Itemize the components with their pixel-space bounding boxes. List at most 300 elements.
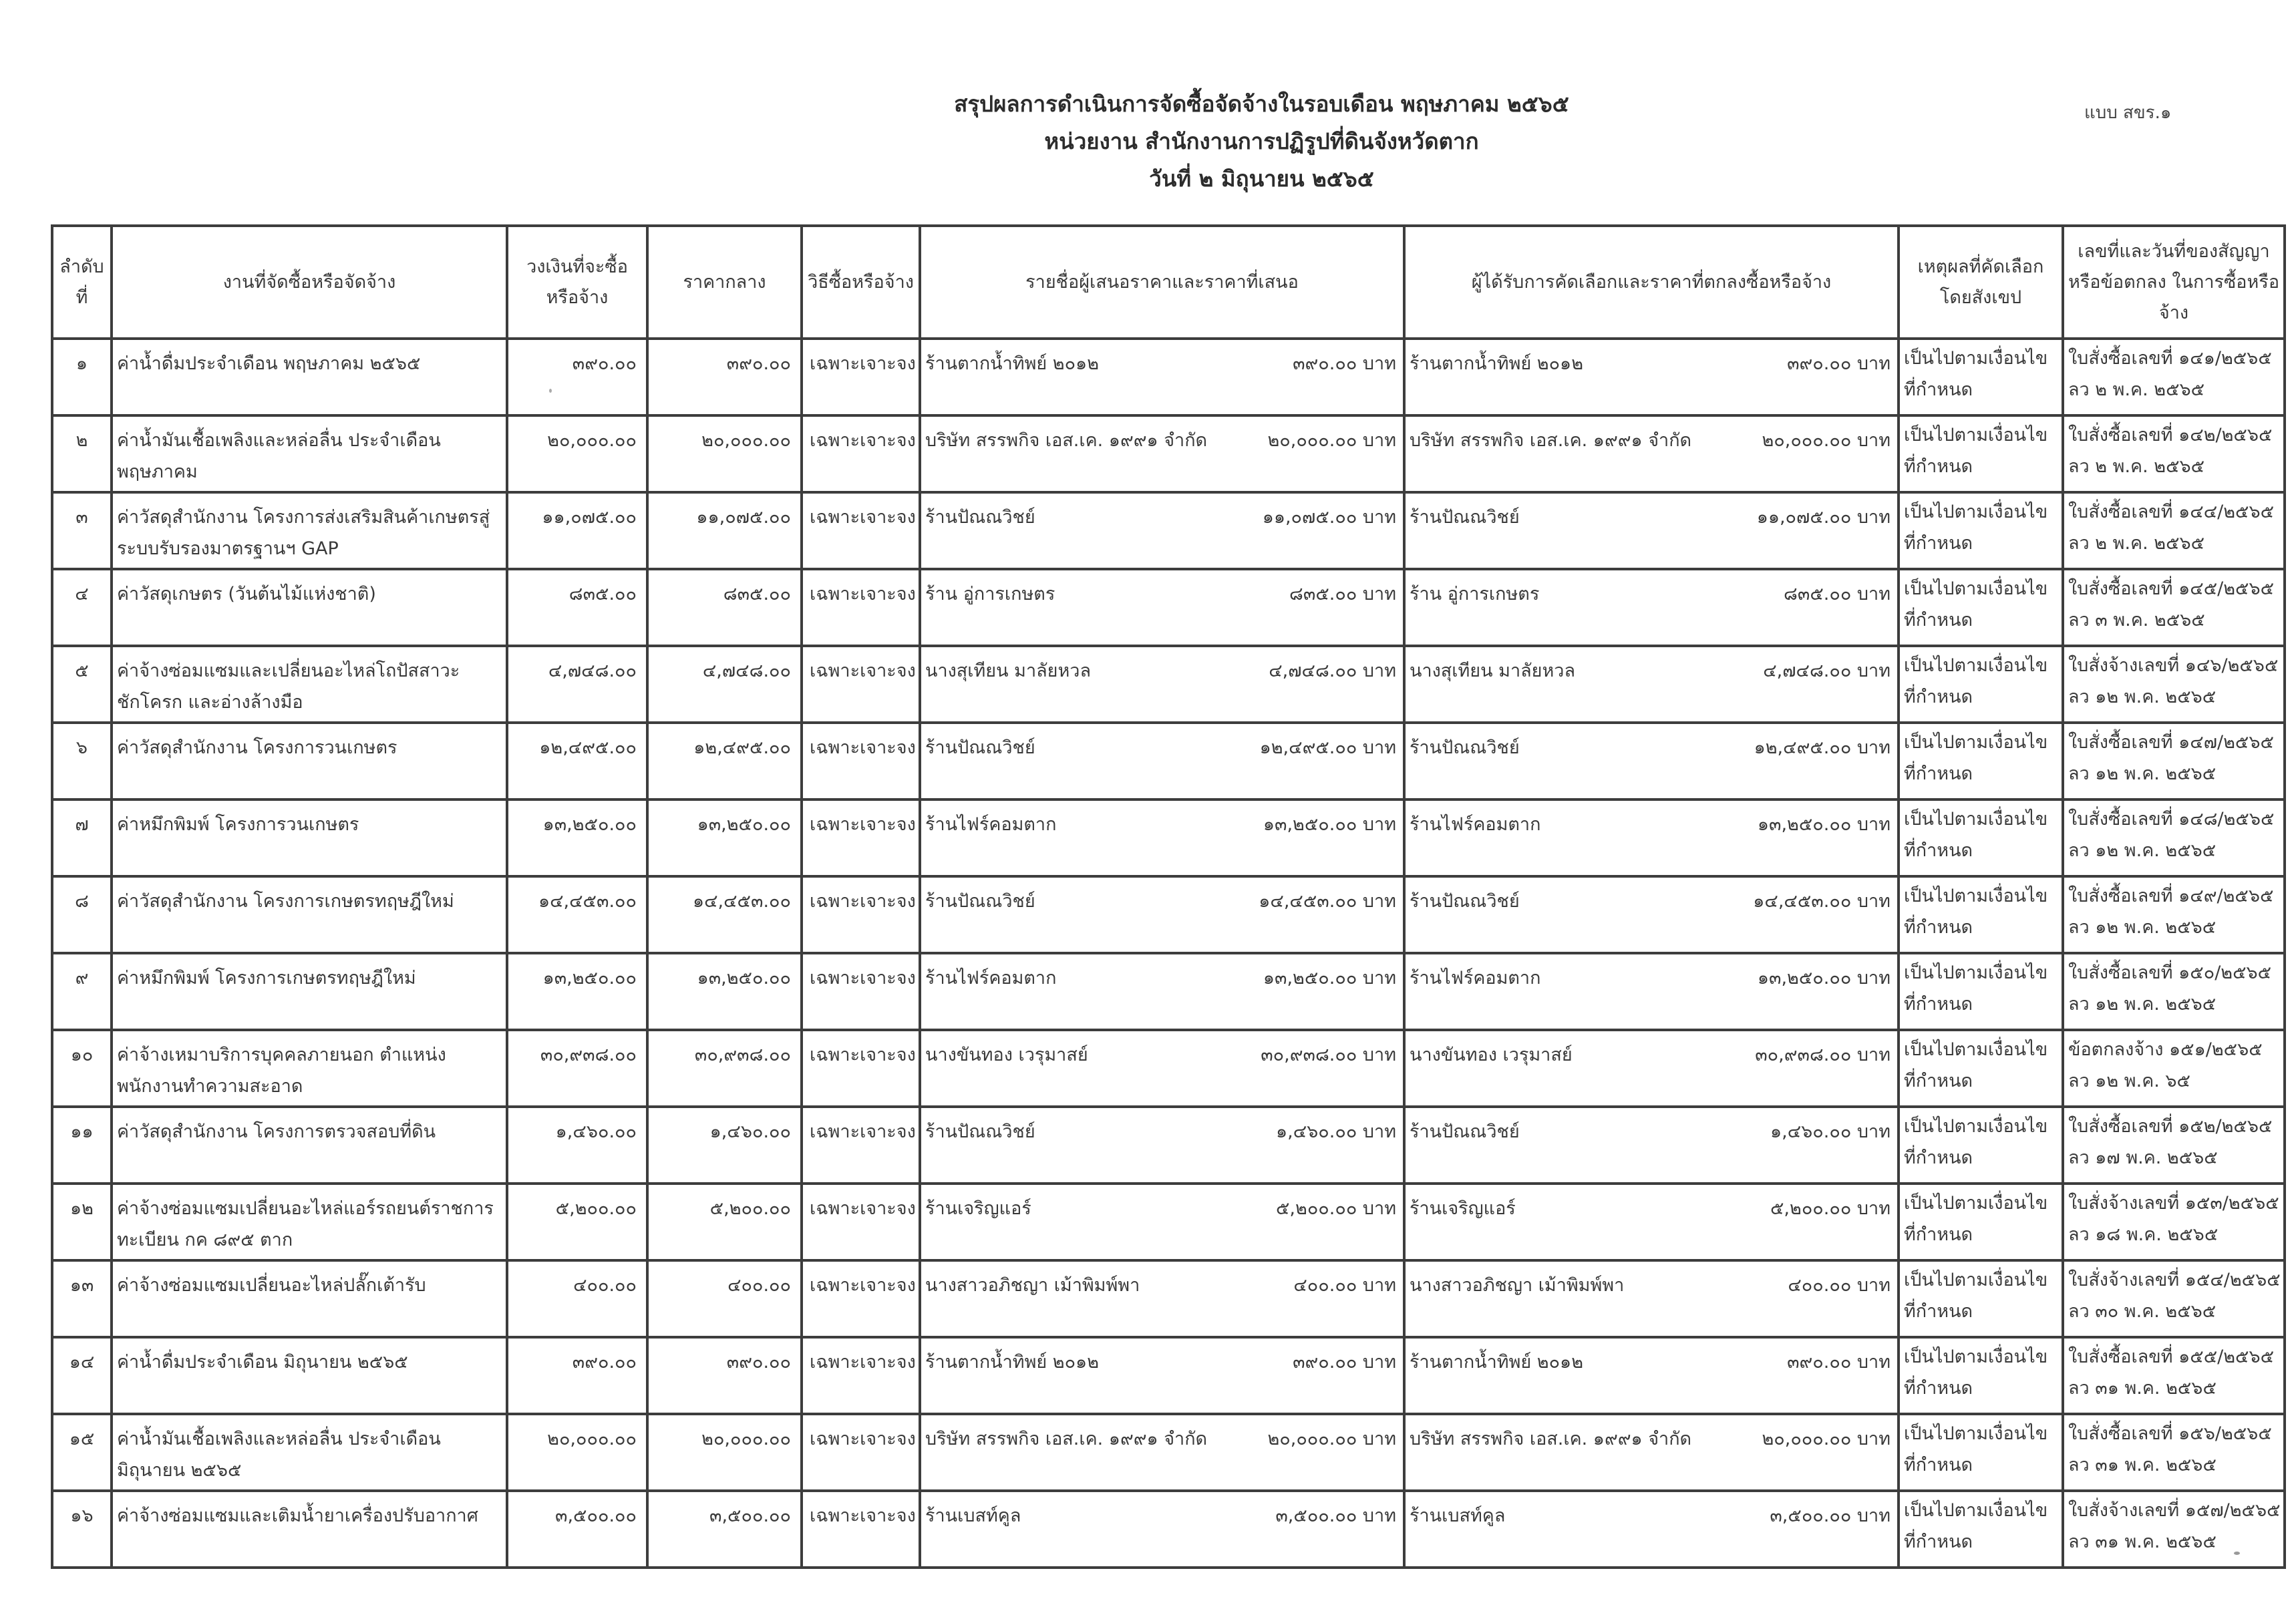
bidder-price: ๓๙๐.๐๐ บาท: [1293, 353, 1396, 374]
cell-winner: [1404, 953, 1899, 1030]
cell-winner: [1404, 1491, 1899, 1568]
cell-winner-content: [1410, 502, 1891, 533]
cell-no: ๕: [52, 646, 112, 723]
cell-budget: ๕,๒๐๐.๐๐: [507, 1184, 647, 1260]
winner-name: ร้านปัณณวิชย์: [1410, 507, 1520, 528]
cell-winner: [1404, 876, 1899, 953]
table-row: [52, 1030, 2285, 1107]
winner-name: นางสาวอภิชญา เม้าพิมพ์พา: [1410, 1275, 1625, 1296]
table-row: [52, 1337, 2285, 1414]
bidder-name: ร้านตากน้ำทิพย์ ๒๐๑๒: [925, 1352, 1099, 1373]
cell-bidder-content: [925, 1193, 1396, 1224]
cell-winner-content: [1410, 962, 1891, 994]
cell-bidder-content: [925, 1423, 1396, 1455]
cell-median-price: ๑๓,๒๕๐.๐๐: [647, 799, 802, 876]
cell-no: ๗: [52, 799, 112, 876]
document-header: [0, 85, 2296, 198]
cell-winner-content: [1410, 1039, 1891, 1071]
bidder-name: บริษัท สรรพกิจ เอส.เค. ๑๙๙๑ จำกัด: [925, 430, 1208, 451]
cell-bidder: [920, 1414, 1404, 1491]
cell-method: เฉพาะเจาะจง: [802, 415, 920, 492]
cell-work: ค่าหมึกพิมพ์ โครงการเกษตรทฤษฎีใหม่: [112, 953, 507, 1030]
bidder-price: ๔,๗๔๘.๐๐ บาท: [1269, 661, 1396, 681]
cell-winner: [1404, 1337, 1899, 1414]
winner-name: ร้านตากน้ำทิพย์ ๒๐๑๒: [1410, 1352, 1583, 1373]
contract-number: ใบสั่งจ้างเลขที่ ๑๕๓/๒๕๖๕: [2068, 1193, 2279, 1214]
cell-bidder: [920, 1491, 1404, 1568]
cell-budget: ๓๙๐.๐๐: [507, 1337, 647, 1414]
cell-method: เฉพาะเจาะจง: [802, 1030, 920, 1107]
winner-price: ๓๐,๙๓๘.๐๐ บาท: [1755, 1045, 1891, 1065]
winner-name: ร้านปัณณวิชย์: [1410, 737, 1520, 758]
cell-contract: [2063, 799, 2285, 876]
cell-median-price: ๒๐,๐๐๐.๐๐: [647, 1414, 802, 1491]
cell-work: ค่าน้ำดื่มประจำเดือน มิถุนายน ๒๕๖๕: [112, 1337, 507, 1414]
cell-contract: [2063, 1414, 2285, 1491]
cell-winner-content: [1410, 732, 1891, 763]
contract-date: ลว ๒ พ.ค. ๒๕๖๕: [2068, 533, 2205, 554]
table-row: [52, 723, 2285, 799]
winner-name: บริษัท สรรพกิจ เอส.เค. ๑๙๙๑ จำกัด: [1410, 430, 1692, 451]
bidder-name: นางขันทอง เวรุมาสย์: [925, 1045, 1088, 1065]
contract-date: ลว ๑๘ พ.ค. ๒๕๖๕: [2068, 1224, 2219, 1245]
winner-name: ร้านปัณณวิชย์: [1410, 1121, 1520, 1142]
winner-name: ร้าน อู่การเกษตร: [1410, 584, 1540, 604]
table-row: [52, 569, 2285, 646]
table-row: [52, 1107, 2285, 1184]
cell-contract: [2063, 1260, 2285, 1337]
winner-price: ๑๓,๒๕๐.๐๐ บาท: [1757, 968, 1891, 989]
cell-budget: ๑๑,๐๗๕.๐๐: [507, 492, 647, 569]
cell-work: ค่าน้ำมันเชื้อเพลิงและหล่อลื่น ประจำเดือน มิถุนายน ๒๕๖๕: [112, 1414, 507, 1491]
bidder-name: ร้านตากน้ำทิพย์ ๒๐๑๒: [925, 353, 1099, 374]
contract-number: ใบสั่งซื้อเลขที่ ๑๔๕/๒๕๖๕: [2068, 578, 2275, 599]
contract-number: ใบสั่งซื้อเลขที่ ๑๔๗/๒๕๖๕: [2068, 732, 2274, 753]
cell-bidder: [920, 723, 1404, 799]
winner-name: นางขันทอง เวรุมาสย์: [1410, 1045, 1573, 1065]
winner-price: ๑๑,๐๗๕.๐๐ บาท: [1756, 507, 1891, 528]
cell-bidder-content: [925, 425, 1396, 456]
bidder-name: ร้านปัณณวิชย์: [925, 737, 1035, 758]
cell-reason: เป็นไปตามเงื่อนไข ที่กำหนด: [1899, 1337, 2063, 1414]
cell-contract: [2063, 415, 2285, 492]
winner-name: ร้านเจริญแอร์: [1410, 1198, 1516, 1219]
procurement-table: [51, 224, 2286, 1569]
cell-winner: [1404, 1414, 1899, 1491]
form-code: แบบ สขร.๑: [2084, 103, 2172, 123]
cell-work: ค่าจ้างซ่อมแซมและเติมน้ำยาเครื่องปรับอากาศ: [112, 1491, 507, 1568]
contract-number: ใบสั่งซื้อเลขที่ ๑๕๒/๒๕๖๕: [2068, 1116, 2273, 1137]
cell-bidder: [920, 1184, 1404, 1260]
cell-no: ๖: [52, 723, 112, 799]
cell-median-price: ๘๓๕.๐๐: [647, 569, 802, 646]
cell-work: ค่าวัสดุสำนักงาน โครงการส่งเสริมสินค้าเกษตรสู่ระบบรับรองมาตรฐานฯ GAP: [112, 492, 507, 569]
bidder-price: ๑๑,๐๗๕.๐๐ บาท: [1262, 507, 1396, 528]
cell-contract: [2063, 646, 2285, 723]
winner-price: ๑๓,๒๕๐.๐๐ บาท: [1757, 814, 1891, 835]
cell-budget: ๑๒,๔๙๕.๐๐: [507, 723, 647, 799]
bidder-price: ๑,๔๖๐.๐๐ บาท: [1276, 1121, 1396, 1142]
cell-no: ๑๕: [52, 1414, 112, 1491]
cell-winner-content: [1410, 1270, 1891, 1301]
cell-median-price: ๑,๔๖๐.๐๐: [647, 1107, 802, 1184]
contract-date: ลว ๓๐ พ.ค. ๒๕๖๕: [2068, 1301, 2217, 1322]
cell-winner: [1404, 415, 1899, 492]
cell-winner-content: [1410, 1423, 1891, 1455]
cell-bidder-content: [925, 962, 1396, 994]
cell-winner-content: [1410, 886, 1891, 917]
cell-contract: [2063, 492, 2285, 569]
cell-bidder: [920, 569, 1404, 646]
cell-bidder-content: [925, 886, 1396, 917]
cell-no: ๑๑: [52, 1107, 112, 1184]
bidder-name: ร้าน อู่การเกษตร: [925, 584, 1055, 604]
cell-median-price: ๓๐,๙๓๘.๐๐: [647, 1030, 802, 1107]
cell-bidder-content: [925, 809, 1396, 840]
cell-median-price: ๓,๕๐๐.๐๐: [647, 1491, 802, 1568]
cell-bidder: [920, 646, 1404, 723]
winner-price: ๒๐,๐๐๐.๐๐ บาท: [1762, 1429, 1891, 1449]
bidder-price: ๒๐,๐๐๐.๐๐ บาท: [1267, 1429, 1396, 1449]
cell-contract: [2063, 1107, 2285, 1184]
cell-median-price: ๑๑,๐๗๕.๐๐: [647, 492, 802, 569]
cell-method: เฉพาะเจาะจง: [802, 799, 920, 876]
cell-reason: เป็นไปตามเงื่อนไข ที่กำหนด: [1899, 1107, 2063, 1184]
cell-median-price: ๔,๗๔๘.๐๐: [647, 646, 802, 723]
cell-no: ๒: [52, 415, 112, 492]
cell-reason: เป็นไปตามเงื่อนไข ที่กำหนด: [1899, 415, 2063, 492]
cell-median-price: ๔๐๐.๐๐: [647, 1260, 802, 1337]
cell-budget: ๑๔,๔๕๓.๐๐: [507, 876, 647, 953]
bidder-name: ร้านปัณณวิชย์: [925, 1121, 1035, 1142]
cell-winner: [1404, 723, 1899, 799]
cell-bidder: [920, 1260, 1404, 1337]
bidder-price: ๕,๒๐๐.๐๐ บาท: [1276, 1198, 1396, 1219]
contract-number: ใบสั่งซื้อเลขที่ ๑๕๖/๒๕๖๕: [2068, 1423, 2272, 1444]
table-row: [52, 415, 2285, 492]
cell-winner-content: [1410, 425, 1891, 456]
cell-winner-content: [1410, 809, 1891, 840]
contract-date: ลว ๓๑ พ.ค. ๒๕๖๕: [2068, 1532, 2217, 1552]
table-row: [52, 1184, 2285, 1260]
cell-bidder: [920, 953, 1404, 1030]
contract-number: ข้อตกลงจ้าง ๑๕๑/๒๕๖๕: [2068, 1039, 2263, 1060]
cell-work: ค่าจ้างซ่อมแซมเปลี่ยนอะไหล่ปลั๊กเต้ารับ: [112, 1260, 507, 1337]
cell-median-price: ๓๙๐.๐๐: [647, 1337, 802, 1414]
cell-bidder-content: [925, 1270, 1396, 1301]
bidder-price: ๔๐๐.๐๐ บาท: [1293, 1275, 1396, 1296]
col-header-method: วิธีซื้อหรือจ้าง: [802, 226, 920, 339]
winner-name: ร้านไฟร์คอมตาก: [1410, 968, 1541, 989]
col-header-work: งานที่จัดซื้อหรือจัดจ้าง: [112, 226, 507, 339]
bidder-name: ร้านไฟร์คอมตาก: [925, 814, 1057, 835]
cell-method: เฉพาะเจาะจง: [802, 1184, 920, 1260]
cell-median-price: ๑๓,๒๕๐.๐๐: [647, 953, 802, 1030]
winner-price: ๓๙๐.๐๐ บาท: [1787, 1352, 1891, 1373]
cell-bidder: [920, 799, 1404, 876]
cell-contract: [2063, 876, 2285, 953]
bidder-price: ๑๔,๔๕๓.๐๐ บาท: [1259, 891, 1396, 912]
col-header-contract: เลขที่และวันที่ของสัญญา หรือข้อตกลง ในการซื้อหรือจ้าง: [2063, 226, 2285, 339]
cell-bidder-content: [925, 348, 1396, 379]
winner-price: ๑๔,๔๕๓.๐๐ บาท: [1753, 891, 1891, 912]
cell-budget: ๘๓๕.๐๐: [507, 569, 647, 646]
bidder-name: นางสาวอภิชญา เม้าพิมพ์พา: [925, 1275, 1140, 1296]
cell-bidder: [920, 1337, 1404, 1414]
contract-date: ลว ๑๒ พ.ค. ๒๕๖๕: [2068, 840, 2217, 861]
cell-winner-content: [1410, 1116, 1891, 1147]
contract-number: ใบสั่งซื้อเลขที่ ๑๔๒/๒๕๖๕: [2068, 425, 2273, 445]
col-header-no: ลำดับ ที่: [52, 226, 112, 339]
bidder-price: ๑๒,๔๙๕.๐๐ บาท: [1259, 737, 1396, 758]
cell-bidder: [920, 1030, 1404, 1107]
cell-method: เฉพาะเจาะจง: [802, 1260, 920, 1337]
cell-contract: [2063, 1184, 2285, 1260]
winner-price: ๑๒,๔๙๕.๐๐ บาท: [1754, 737, 1891, 758]
winner-price: ๒๐,๐๐๐.๐๐ บาท: [1762, 430, 1891, 451]
winner-name: นางสุเทียน มาลัยหวล: [1410, 661, 1575, 681]
cell-winner-content: [1410, 1193, 1891, 1224]
contract-date: ลว ๑๒ พ.ค. ๒๕๖๕: [2068, 763, 2217, 784]
winner-price: ๓๙๐.๐๐ บาท: [1787, 353, 1891, 374]
contract-number: ใบสั่งจ้างเลขที่ ๑๕๔/๒๕๖๕: [2068, 1270, 2281, 1290]
contract-date: ลว ๑๒ พ.ค. ๖๕: [2068, 1071, 2190, 1091]
cell-bidder-content: [925, 1500, 1396, 1532]
cell-work: ค่าจ้างเหมาบริการบุคคลภายนอก ตำแหน่งพนักงานทำความสะอาด: [112, 1030, 507, 1107]
contract-date: ลว ๓๑ พ.ค. ๒๕๖๕: [2068, 1455, 2217, 1475]
table-row: [52, 953, 2285, 1030]
cell-winner: [1404, 1184, 1899, 1260]
cell-no: ๘: [52, 876, 112, 953]
cell-bidder: [920, 1107, 1404, 1184]
col-header-budget: วงเงินที่จะซื้อ หรือจ้าง: [507, 226, 647, 339]
bidder-price: ๓๐,๙๓๘.๐๐ บาท: [1261, 1045, 1396, 1065]
cell-bidder-content: [925, 1347, 1396, 1378]
col-header-reason: เหตุผลที่คัดเลือก โดยสังเขป: [1899, 226, 2063, 339]
cell-work: ค่าวัสดุสำนักงาน โครงการตรวจสอบที่ดิน: [112, 1107, 507, 1184]
cell-contract: [2063, 1030, 2285, 1107]
cell-no: ๑๖: [52, 1491, 112, 1568]
scan-speck: [549, 389, 552, 393]
cell-work: ค่าน้ำดื่มประจำเดือน พฤษภาคม ๒๕๖๕: [112, 339, 507, 415]
cell-winner-content: [1410, 578, 1891, 610]
cell-median-price: ๓๙๐.๐๐: [647, 339, 802, 415]
table-row: [52, 339, 2285, 415]
contract-date: ลว ๒ พ.ค. ๒๕๖๕: [2068, 456, 2205, 477]
cell-winner: [1404, 339, 1899, 415]
cell-budget: ๓๐,๙๓๘.๐๐: [507, 1030, 647, 1107]
cell-method: เฉพาะเจาะจง: [802, 723, 920, 799]
cell-bidder: [920, 415, 1404, 492]
winner-name: ร้านเบสท์คูล: [1410, 1505, 1506, 1526]
contract-date: ลว ๓๑ พ.ค. ๒๕๖๕: [2068, 1378, 2217, 1399]
cell-bidder: [920, 339, 1404, 415]
cell-work: ค่าน้ำมันเชื้อเพลิงและหล่อลื่น ประจำเดือน พฤษภาคม: [112, 415, 507, 492]
table-header-row: [52, 226, 2285, 339]
cell-method: เฉพาะเจาะจง: [802, 646, 920, 723]
cell-budget: ๓,๕๐๐.๐๐: [507, 1491, 647, 1568]
contract-date: ลว ๑๒ พ.ค. ๒๕๖๕: [2068, 917, 2217, 938]
agency-name: หน่วยงาน สำนักงานการปฏิรูปที่ดินจังหวัดตาก: [1044, 128, 1479, 154]
cell-contract: [2063, 1491, 2285, 1568]
contract-number: ใบสั่งซื้อเลขที่ ๑๔๘/๒๕๖๕: [2068, 809, 2275, 830]
contract-number: ใบสั่งจ้างเลขที่ ๑๕๗/๒๕๖๕: [2068, 1500, 2281, 1521]
cell-reason: เป็นไปตามเงื่อนไข ที่กำหนด: [1899, 799, 2063, 876]
bidder-name: ร้านเจริญแอร์: [925, 1198, 1031, 1219]
cell-no: ๑๔: [52, 1337, 112, 1414]
cell-median-price: ๒๐,๐๐๐.๐๐: [647, 415, 802, 492]
cell-method: เฉพาะเจาะจง: [802, 569, 920, 646]
cell-median-price: ๑๒,๔๙๕.๐๐: [647, 723, 802, 799]
cell-work: ค่าวัสดุสำนักงาน โครงการเกษตรทฤษฎีใหม่: [112, 876, 507, 953]
bidder-name: ร้านปัณณวิชย์: [925, 891, 1035, 912]
cell-contract: [2063, 1337, 2285, 1414]
table-row: [52, 646, 2285, 723]
cell-budget: ๑๓,๒๕๐.๐๐: [507, 799, 647, 876]
cell-no: ๓: [52, 492, 112, 569]
cell-winner: [1404, 1107, 1899, 1184]
cell-bidder-content: [925, 732, 1396, 763]
cell-bidder-content: [925, 502, 1396, 533]
cell-reason: เป็นไปตามเงื่อนไข ที่กำหนด: [1899, 953, 2063, 1030]
contract-number: ใบสั่งซื้อเลขที่ ๑๕๐/๒๕๖๕: [2068, 962, 2272, 983]
cell-budget: ๒๐,๐๐๐.๐๐: [507, 415, 647, 492]
cell-budget: ๔,๗๔๘.๐๐: [507, 646, 647, 723]
cell-contract: [2063, 339, 2285, 415]
cell-winner: [1404, 646, 1899, 723]
cell-no: ๑๐: [52, 1030, 112, 1107]
cell-method: เฉพาะเจาะจง: [802, 876, 920, 953]
cell-winner: [1404, 1260, 1899, 1337]
winner-price: ๕,๒๐๐.๐๐ บาท: [1770, 1198, 1891, 1219]
cell-work: ค่าจ้างซ่อมแซมและเปลี่ยนอะไหล่โถปัสสาวะ ชักโครก และอ่างล้างมือ: [112, 646, 507, 723]
bidder-name: บริษัท สรรพกิจ เอส.เค. ๑๙๙๑ จำกัด: [925, 1429, 1208, 1449]
cell-budget: ๒๐,๐๐๐.๐๐: [507, 1414, 647, 1491]
winner-price: ๔,๗๔๘.๐๐ บาท: [1763, 661, 1891, 681]
contract-date: ลว ๒ พ.ค. ๒๕๖๕: [2068, 379, 2205, 400]
cell-winner-content: [1410, 1500, 1891, 1532]
table-row: [52, 1260, 2285, 1337]
contract-date: ลว ๑๗ พ.ค. ๒๕๖๕: [2068, 1147, 2218, 1168]
bidder-price: ๒๐,๐๐๐.๐๐ บาท: [1267, 430, 1396, 451]
cell-contract: [2063, 723, 2285, 799]
cell-no: ๙: [52, 953, 112, 1030]
cell-reason: เป็นไปตามเงื่อนไข ที่กำหนด: [1899, 1414, 2063, 1491]
cell-method: เฉพาะเจาะจง: [802, 1107, 920, 1184]
cell-no: ๑: [52, 339, 112, 415]
bidder-price: ๑๓,๒๕๐.๐๐ บาท: [1263, 814, 1396, 835]
cell-reason: เป็นไปตามเงื่อนไข ที่กำหนด: [1899, 1491, 2063, 1568]
winner-name: ร้านปัณณวิชย์: [1410, 891, 1520, 912]
cell-work: ค่าวัสดุเกษตร (วันต้นไม้แห่งชาติ): [112, 569, 507, 646]
cell-reason: เป็นไปตามเงื่อนไข ที่กำหนด: [1899, 1030, 2063, 1107]
cell-contract: [2063, 569, 2285, 646]
winner-name: ร้านไฟร์คอมตาก: [1410, 814, 1541, 835]
bidder-name: ร้านปัณณวิชย์: [925, 507, 1035, 528]
cell-winner: [1404, 569, 1899, 646]
table-row: [52, 876, 2285, 953]
cell-winner-content: [1410, 348, 1891, 379]
cell-median-price: ๑๔,๔๕๓.๐๐: [647, 876, 802, 953]
contract-number: ใบสั่งซื้อเลขที่ ๑๔๔/๒๕๖๕: [2068, 502, 2275, 522]
contract-date: ลว ๓ พ.ค. ๒๕๖๕: [2068, 610, 2205, 631]
cell-winner: [1404, 1030, 1899, 1107]
cell-reason: เป็นไปตามเงื่อนไข ที่กำหนด: [1899, 492, 2063, 569]
cell-method: เฉพาะเจาะจง: [802, 953, 920, 1030]
cell-reason: เป็นไปตามเงื่อนไข ที่กำหนด: [1899, 339, 2063, 415]
document-title: สรุปผลการดำเนินการจัดซื้อจัดจ้างในรอบเดือน พฤษภาคม ๒๕๖๕: [954, 91, 1569, 117]
cell-reason: เป็นไปตามเงื่อนไข ที่กำหนด: [1899, 569, 2063, 646]
cell-bidder-content: [925, 1116, 1396, 1147]
cell-method: เฉพาะเจาะจง: [802, 1491, 920, 1568]
report-date: วันที่ ๒ มิถุนายน ๒๕๖๕: [1149, 166, 1374, 192]
cell-budget: ๑,๔๖๐.๐๐: [507, 1107, 647, 1184]
cell-bidder-content: [925, 1039, 1396, 1071]
cell-no: ๑๓: [52, 1260, 112, 1337]
cell-bidder: [920, 876, 1404, 953]
cell-work: ค่าจ้างซ่อมแซมเปลี่ยนอะไหล่แอร์รถยนต์ราชการ ทะเบียน กค ๘๙๕ ตาก: [112, 1184, 507, 1260]
winner-name: บริษัท สรรพกิจ เอส.เค. ๑๙๙๑ จำกัด: [1410, 1429, 1692, 1449]
bidder-price: ๘๓๕.๐๐ บาท: [1289, 584, 1396, 604]
cell-winner-content: [1410, 655, 1891, 687]
cell-reason: เป็นไปตามเงื่อนไข ที่กำหนด: [1899, 723, 2063, 799]
cell-bidder: [920, 492, 1404, 569]
cell-no: ๑๒: [52, 1184, 112, 1260]
cell-budget: ๔๐๐.๐๐: [507, 1260, 647, 1337]
cell-reason: เป็นไปตามเงื่อนไข ที่กำหนด: [1899, 646, 2063, 723]
table-row: [52, 1414, 2285, 1491]
col-header-bidders: รายชื่อผู้เสนอราคาและราคาที่เสนอ: [920, 226, 1404, 339]
cell-method: เฉพาะเจาะจง: [802, 492, 920, 569]
bidder-name: นางสุเทียน มาลัยหวล: [925, 661, 1091, 681]
cell-median-price: ๕,๒๐๐.๐๐: [647, 1184, 802, 1260]
cell-work: ค่าวัสดุสำนักงาน โครงการวนเกษตร: [112, 723, 507, 799]
contract-number: ใบสั่งจ้างเลขที่ ๑๔๖/๒๕๖๕: [2068, 655, 2279, 676]
winner-price: ๑,๔๖๐.๐๐ บาท: [1770, 1121, 1891, 1142]
scan-speck: [2234, 1552, 2240, 1555]
bidder-price: ๓,๕๐๐.๐๐ บาท: [1275, 1505, 1396, 1526]
cell-winner-content: [1410, 1347, 1891, 1378]
contract-number: ใบสั่งซื้อเลขที่ ๑๔๙/๒๕๖๕: [2068, 886, 2274, 906]
cell-method: เฉพาะเจาะจง: [802, 1414, 920, 1491]
cell-bidder-content: [925, 578, 1396, 610]
bidder-price: ๑๓,๒๕๐.๐๐ บาท: [1263, 968, 1396, 989]
contract-number: ใบสั่งซื้อเลขที่ ๑๕๕/๒๕๖๕: [2068, 1347, 2275, 1367]
cell-budget: ๑๓,๒๕๐.๐๐: [507, 953, 647, 1030]
col-header-median-price: ราคากลาง: [647, 226, 802, 339]
table-row: [52, 1491, 2285, 1568]
contract-date: ลว ๑๒ พ.ค. ๒๕๖๕: [2068, 994, 2217, 1015]
cell-work: ค่าหมึกพิมพ์ โครงการวนเกษตร: [112, 799, 507, 876]
cell-method: เฉพาะเจาะจง: [802, 339, 920, 415]
cell-winner: [1404, 492, 1899, 569]
col-header-winner: ผู้ได้รับการคัดเลือกและราคาที่ตกลงซื้อหรือจ้าง: [1404, 226, 1899, 339]
bidder-name: ร้านไฟร์คอมตาก: [925, 968, 1057, 989]
table-row: [52, 799, 2285, 876]
winner-price: ๓,๕๐๐.๐๐ บาท: [1770, 1505, 1891, 1526]
cell-method: เฉพาะเจาะจง: [802, 1337, 920, 1414]
cell-no: ๔: [52, 569, 112, 646]
bidder-name: ร้านเบสท์คูล: [925, 1505, 1021, 1526]
winner-price: ๘๓๕.๐๐ บาท: [1784, 584, 1891, 604]
contract-number: ใบสั่งซื้อเลขที่ ๑๔๑/๒๕๖๕: [2068, 348, 2272, 369]
cell-reason: เป็นไปตามเงื่อนไข ที่กำหนด: [1899, 1260, 2063, 1337]
winner-price: ๔๐๐.๐๐ บาท: [1788, 1275, 1891, 1296]
cell-bidder-content: [925, 655, 1396, 687]
cell-reason: เป็นไปตามเงื่อนไข ที่กำหนด: [1899, 1184, 2063, 1260]
winner-name: ร้านตากน้ำทิพย์ ๒๐๑๒: [1410, 353, 1583, 374]
bidder-price: ๓๙๐.๐๐ บาท: [1293, 1352, 1396, 1373]
